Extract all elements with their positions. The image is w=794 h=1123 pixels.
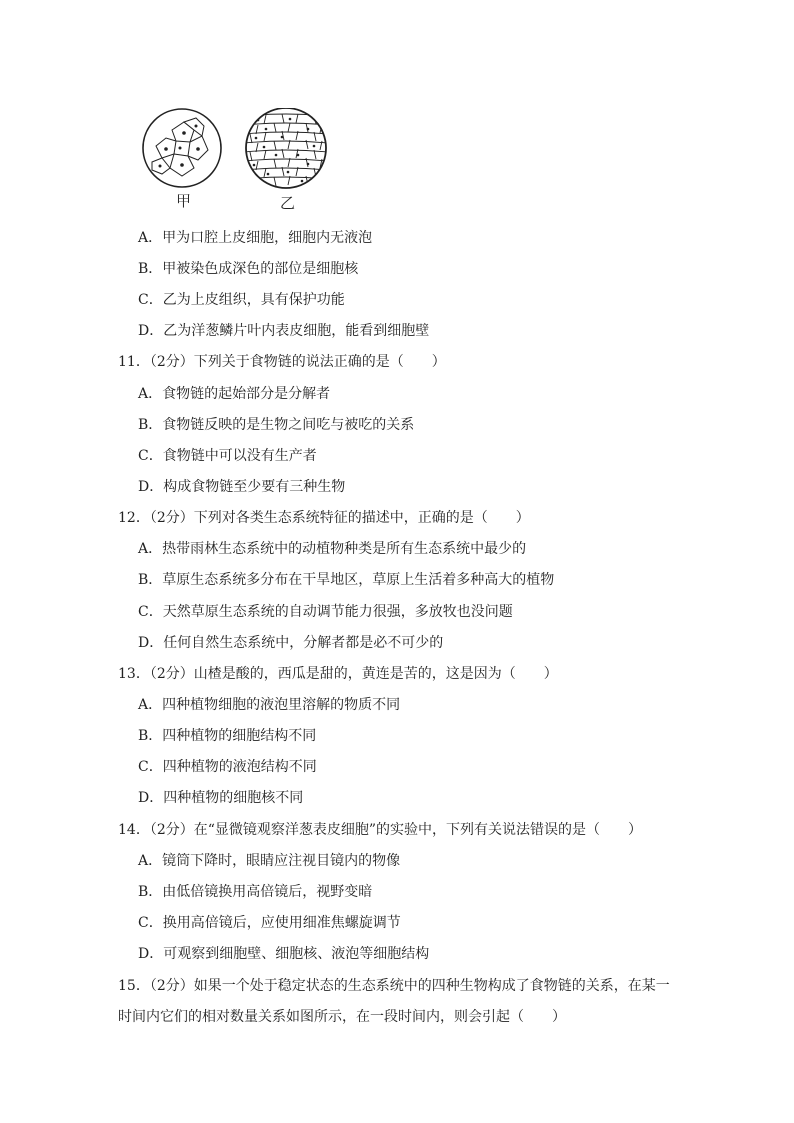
cell-diagram (138, 108, 338, 190)
q14-option-d: D．可观察到细胞壁、细胞核、液泡等细胞结构 (138, 946, 430, 962)
q11-stem: 11．（2分）下列关于食物链的说法正确的是（ ） (118, 354, 446, 370)
q15-stem: 15．（2分）如果一个处于稳定状态的生态系统中的四种生物构成了食物链的关系，在某一 (118, 978, 670, 994)
q13-option-c: C．四种植物的液泡结构不同 (138, 759, 317, 775)
label-jia: 甲 (176, 192, 192, 210)
q13-option-b: B．四种植物的细胞结构不同 (138, 728, 317, 744)
q13-stem: 13．（2分）山楂是酸的，西瓜是甜的，黄连是苦的，这是因为（ ） (118, 666, 558, 682)
cheek-cell-view-icon (143, 109, 221, 187)
q14-option-a: A．镜筒下降时，眼睛应注视目镜内的物像 (138, 853, 401, 869)
q14-option-b: B．由低倍镜换用高倍镜后，视野变暗 (138, 884, 373, 900)
onion-cell-view-icon (244, 108, 328, 188)
q10-option-c: C．乙为上皮组织，具有保护功能 (138, 292, 345, 308)
q14-option-c: C．换用高倍镜后，应使用细准焦螺旋调节 (138, 915, 401, 931)
q11-option-b: B．食物链反映的是生物之间吃与被吃的关系 (138, 417, 415, 433)
q12-option-b: B．草原生态系统多分布在干旱地区，草原上生活着多种高大的植物 (138, 572, 555, 588)
q12-option-c: C．天然草原生态系统的自动调节能力很强，多放牧也没问题 (138, 604, 513, 620)
q11-option-c: C．食物链中可以没有生产者 (138, 448, 317, 464)
q10-option-a: A．甲为口腔上皮细胞，细胞内无液泡 (138, 230, 373, 246)
q13-option-d: D．四种植物的细胞核不同 (138, 790, 304, 806)
q10-option-d: D．乙为洋葱鳞片叶内表皮细胞，能看到细胞壁 (138, 323, 430, 339)
q12-option-d: D．任何自然生态系统中，分解者都是必不可少的 (138, 635, 444, 651)
microscope-figure (138, 108, 338, 214)
q10-option-b: B．甲被染色成深色的部位是细胞核 (138, 261, 359, 277)
q12-stem: 12．（2分）下列对各类生态系统特征的描述中，正确的是（ ） (118, 510, 530, 526)
q13-option-a: A．四种植物细胞的液泡里溶解的物质不同 (138, 697, 401, 713)
q11-option-d: D．构成食物链至少要有三种生物 (138, 479, 346, 495)
q14-stem: 14．（2分）在“显微镜观察洋葱表皮细胞”的实验中，下列有关说法错误的是（ ） (118, 822, 643, 838)
q15-stem-continued: 时间内它们的相对数量关系如图所示，在一段时间内，则会引起（ ） (118, 1009, 566, 1025)
q11-option-a: A．食物链的起始部分是分解者 (138, 386, 331, 402)
label-yi: 乙 (280, 194, 296, 212)
q12-option-a: A．热带雨林生态系统中的动植物种类是所有生态系统中最少的 (138, 541, 527, 557)
